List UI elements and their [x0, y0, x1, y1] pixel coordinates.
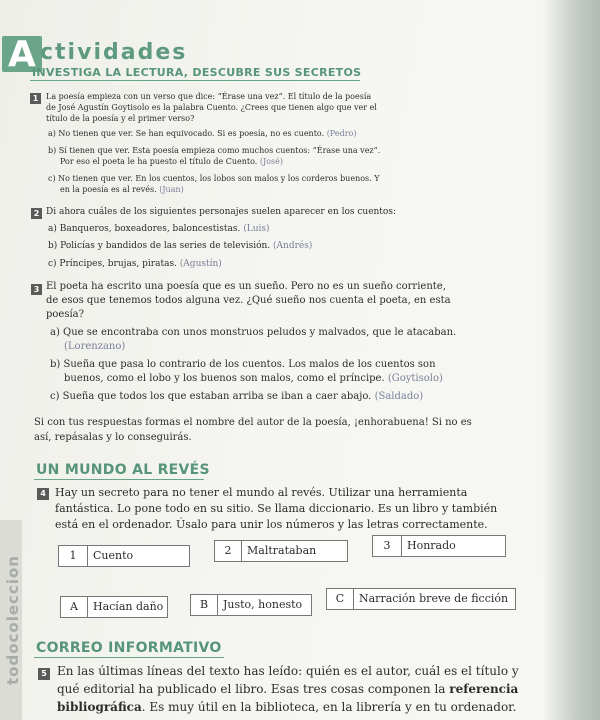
- match-box-value: Justo, honesto: [223, 598, 303, 611]
- section-underline: [30, 80, 360, 81]
- q3-option-a-line-1: a) Que se encontraba con unos monstruos peludos y malvados, que le atacaban.: [50, 327, 457, 338]
- page-title: ctividades: [40, 40, 188, 65]
- page-edge-shadow: [542, 0, 600, 720]
- match-box-key: 1: [59, 546, 88, 566]
- match-box-value: Hacían daño: [93, 600, 164, 613]
- q3-text-line-2: de esos que tenemos todos alguna vez. ¿Qué sueño nos cuenta el poeta, en esta: [46, 295, 451, 306]
- section-underline: [34, 657, 224, 658]
- question-number-1: 1: [30, 93, 41, 104]
- student-name: (Luis): [243, 224, 270, 234]
- q3-text-line-1: El poeta ha escrito una poesía que es un sueño. Pero no es un sueño corriente,: [46, 281, 446, 292]
- student-name: (Goytisolo): [387, 373, 443, 384]
- q1-option-a: a) No tienen que ver. Se han equivocado. Si es poesía, no es cuento. (Pedro): [48, 129, 357, 138]
- section-title-correo-informativo: CORREO INFORMATIVO: [36, 640, 222, 656]
- q1-text-line-2: de José Agustín Goytisolo es la palabra Cuento. ¿Crees que tienen algo que ver el: [46, 103, 377, 112]
- match-box-key: A: [61, 597, 88, 617]
- q2-option-a: a) Banqueros, boxeadores, baloncestistas. (Luis): [48, 224, 270, 234]
- student-name: (Agustín): [179, 259, 222, 269]
- q5-text-line-3: bibliográfica. Es muy útil en la biblioteca, en la librería y en tu ordenador.: [57, 700, 517, 714]
- student-name: (Saldado): [374, 391, 424, 402]
- match-box-key: C: [327, 589, 354, 609]
- q4-text-line-1: Hay un secreto para no tener el mundo al revés. Utilizar una herramienta: [55, 486, 468, 499]
- section-title-investiga: INVESTIGA LA LECTURA, DESCUBRE SUS SECRETOS: [32, 66, 362, 79]
- section-title-mundo-al-reves: UN MUNDO AL REVÉS: [36, 462, 210, 478]
- logo-letter: A: [8, 34, 36, 75]
- match-box-value: Maltrataban: [247, 544, 317, 557]
- match-box-2: [214, 540, 348, 562]
- q3-text-line-3: poesía?: [46, 309, 84, 320]
- q1-option-c-line-2: en la poesía es al revés. (Juan): [60, 185, 184, 194]
- match-box-value: Narración breve de ficción: [359, 592, 509, 605]
- q2-option-b: b) Policías y bandidos de las series de televisión. (Andrés): [48, 241, 313, 251]
- match-box-3: [372, 535, 506, 557]
- closing-line-2: así, repásalas y lo conseguirás.: [34, 432, 192, 443]
- section-underline: [34, 479, 204, 480]
- question-number-5: 5: [38, 668, 50, 680]
- q2-text: Di ahora cuáles de los siguientes personajes suelen aparecer en los cuentos:: [46, 207, 396, 217]
- match-box-c: [326, 588, 516, 610]
- closing-line-1: Si con tus respuestas formas el nombre del autor de la poesía, ¡enhorabuena! Si no es: [34, 417, 472, 428]
- q1-option-b-line-1: b) Sí tienen que ver. Esta poesía empieza como muchos cuentos: “Érase una vez”.: [48, 146, 381, 155]
- q2-option-c: c) Príncipes, brujas, piratas. (Agustín): [48, 259, 222, 269]
- match-box-b: [190, 594, 312, 616]
- q3-option-b-line-2: buenos, como el lobo y los buenos son malos, como el príncipe. (Goytisolo): [64, 373, 443, 384]
- match-box-a: [60, 596, 168, 618]
- student-name: (Andrés): [273, 241, 313, 251]
- match-box-1: [58, 545, 190, 567]
- q1-option-b-line-2: Por eso el poeta le ha puesto el título de Cuento. (José): [60, 157, 284, 166]
- match-box-key: B: [191, 595, 218, 615]
- student-name: (Juan): [159, 185, 184, 194]
- question-number-4: 4: [37, 488, 49, 500]
- q4-text-line-2: fantástica. Lo pone todo en su sitio. Se llama diccionario. Es un libro y también: [55, 502, 498, 515]
- question-number-3: 3: [31, 284, 42, 295]
- side-watermark: todocoleccion: [4, 555, 22, 685]
- bold-term: bibliográfica: [57, 700, 142, 714]
- q1-text-line-1: La poesía empieza con un verso que dice: “Érase una vez”. El título de la poesía: [46, 92, 372, 101]
- q1-option-c-line-1: c) No tienen que ver. En los cuentos, los lobos son malos y los corderos buenos. Y: [48, 174, 380, 183]
- match-box-key: 2: [215, 541, 242, 561]
- q5-text-line-2: qué editorial ha publicado el libro. Esas tres cosas componen la referencia: [57, 682, 519, 696]
- student-name: (José): [259, 157, 284, 166]
- bold-term: referencia: [449, 682, 519, 696]
- q5-text-line-1: En las últimas líneas del texto has leído: quién es el autor, cuál es el título y: [57, 664, 519, 678]
- q3-option-b-line-1: b) Sueña que pasa lo contrario de los cuentos. Los malos de los cuentos son: [50, 359, 436, 370]
- student-name: (Lorenzano): [64, 341, 126, 352]
- student-name: (Pedro): [326, 129, 357, 138]
- q1-text-line-3: título de la poesía y el primer verso?: [46, 114, 195, 123]
- q3-option-c: c) Sueña que todos los que estaban arriba se iban a caer abajo. (Saldado): [50, 391, 424, 402]
- match-box-value: Cuento: [93, 549, 134, 562]
- match-box-key: 3: [373, 536, 402, 556]
- q4-text-line-3: está en el ordenador. Úsalo para unir los números y las letras correctamente.: [55, 518, 488, 531]
- question-number-2: 2: [31, 208, 42, 219]
- match-box-value: Honrado: [407, 539, 456, 552]
